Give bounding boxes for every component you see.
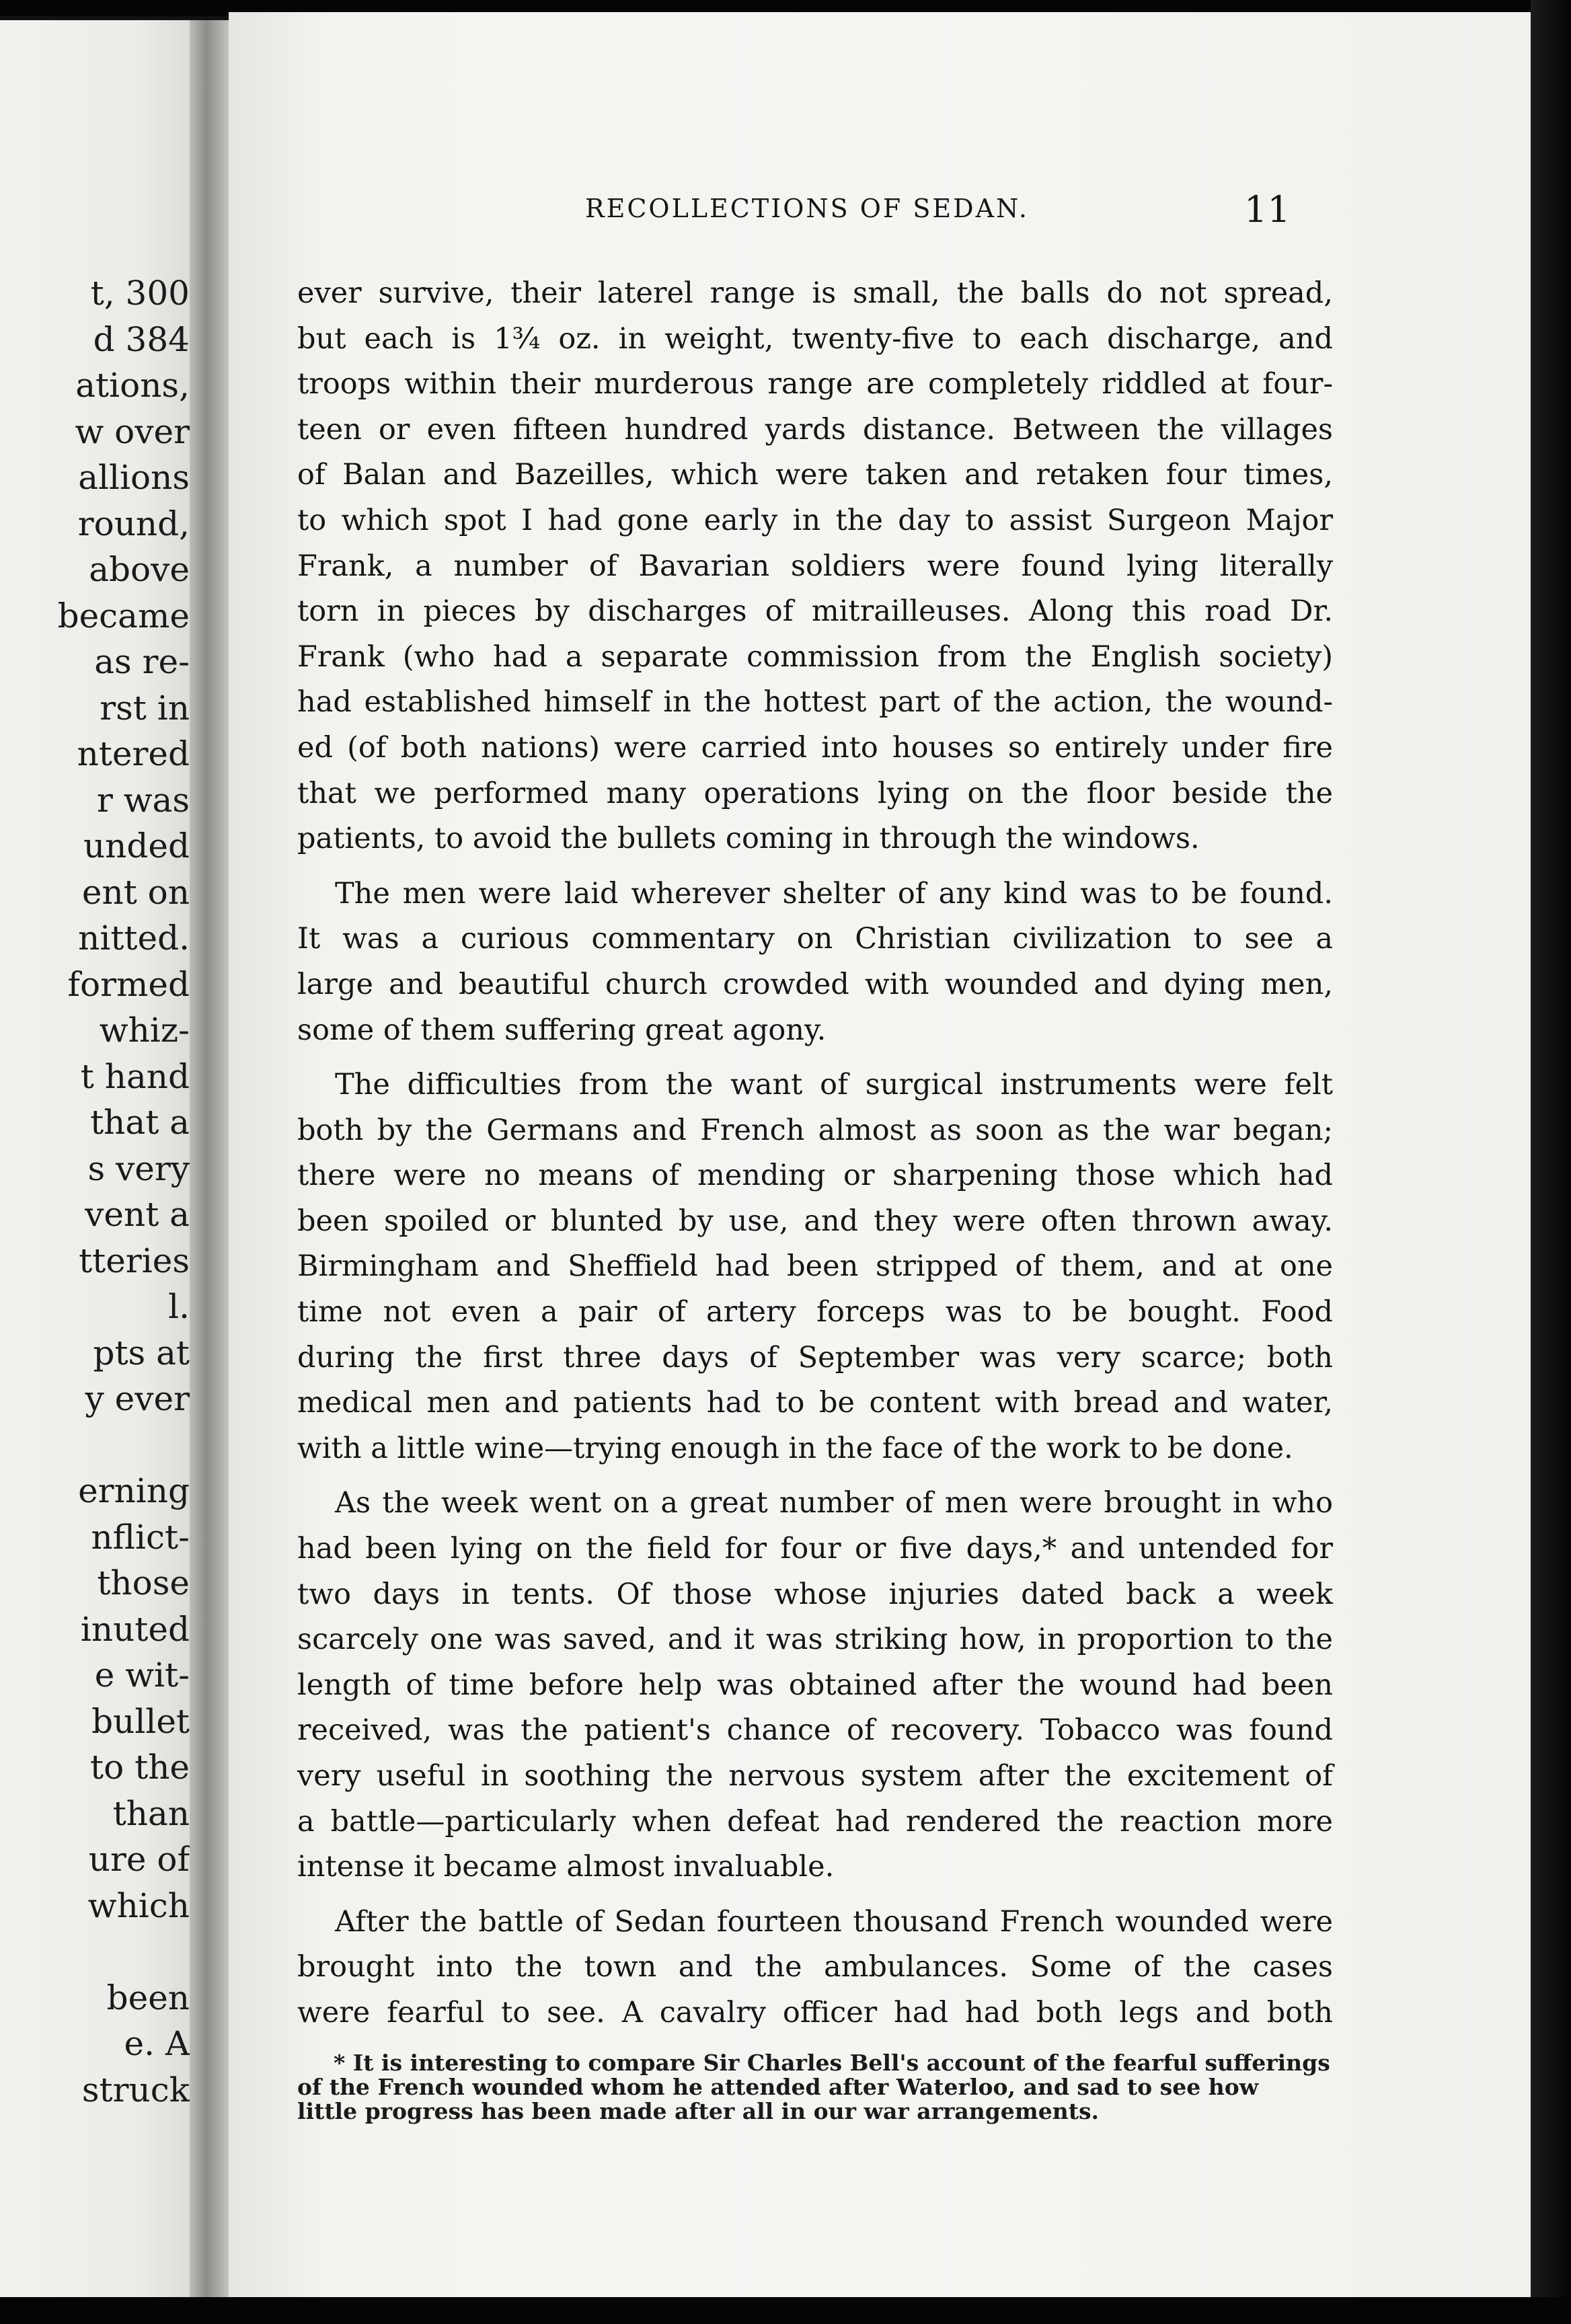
footnote-line: little progress has been made after all in our war arrangements.: [297, 2098, 1100, 2124]
text-line: been spoiled or blunted by use, and they were often thrown away.: [297, 1204, 1333, 1238]
left-facing-page: [0, 20, 202, 2307]
text-line: a battle—particularly when defeat had rendered the reaction more: [297, 1804, 1333, 1838]
text-line: As the week went on a great number of men were brought in who: [335, 1486, 1333, 1520]
footnote-line: * It is interesting to compare Sir Charles Bell's account of the fearful sufferings: [334, 2050, 1330, 2076]
right-page: [229, 12, 1533, 2305]
text-line: torn in pieces by discharges of mitrailleuses. Along this road Dr.: [297, 594, 1333, 629]
left-page-line-fragment: became: [57, 596, 190, 635]
text-line: brought into the town and the ambulances. Some of the cases: [297, 1950, 1333, 1984]
left-page-line-fragment: [58, 1929, 190, 1975]
text-line: The men were laid wherever shelter of any kind was to be found.: [335, 876, 1333, 911]
left-page-line-fragment: y ever: [85, 1379, 190, 1418]
running-head: RECOLLECTIONS OF SEDAN.: [585, 194, 1029, 223]
left-page-line-fragment: above: [89, 550, 190, 589]
left-page-line-fragment: vent a: [85, 1195, 190, 1234]
text-line: both by the Germans and French almost as soon as the war began;: [297, 1113, 1333, 1147]
left-page-line-fragment: which: [87, 1886, 190, 1925]
text-line: intense it became almost invaluable.: [297, 1850, 835, 1884]
left-page-line-fragment: ntered: [77, 734, 190, 773]
text-line: length of time before help was obtained after the wound had been: [297, 1668, 1333, 1702]
left-page-line-fragment: w over: [75, 412, 190, 451]
text-line: After the battle of Sedan fourteen thousand French wounded were: [335, 1904, 1333, 1939]
left-page-line-fragment: nflict-: [91, 1517, 190, 1557]
left-page-line-fragment: round,: [77, 504, 190, 543]
text-line: Frank, a number of Bavarian soldiers were found lying literally: [297, 549, 1333, 583]
left-page-line-fragment: those: [97, 1563, 190, 1602]
footnote: [297, 2051, 1333, 2124]
left-page-line-fragment: ent on: [81, 872, 190, 912]
body-text: [297, 271, 1333, 2036]
text-line: had established himself in the hottest part of the action, the wound-: [297, 685, 1333, 720]
left-page-line-fragment: t, 300: [90, 274, 190, 313]
text-line: very useful in soothing the nervous system after the excitement of: [297, 1759, 1333, 1793]
text-line: medical men and patients had to be content with bread and water,: [297, 1386, 1333, 1420]
text-line: It was a curious commentary on Christian civilization to see a: [297, 922, 1333, 956]
text-line: but each is 1¾ oz. in weight, twenty-five to each discharge, and: [297, 321, 1333, 356]
left-page-line-fragment: s very: [87, 1149, 190, 1188]
text-line: time not even a pair of artery forceps was to be bought. Food: [297, 1295, 1333, 1329]
left-page-line-fragment: e. A: [124, 2024, 190, 2063]
left-page-line-fragment: ure of: [88, 1840, 190, 1879]
text-line: patients, to avoid the bullets coming in through the windows.: [297, 822, 1200, 856]
left-page-line-fragment: that a: [90, 1103, 190, 1142]
text-line: large and beautiful church crowded with wounded and dying men,: [297, 967, 1333, 1001]
text-line: Frank (who had a separate commission from the English society): [297, 640, 1333, 674]
text-line: to which spot I had gone early in the day to assist Surgeon Major: [297, 503, 1333, 537]
text-line: scarcely one was saved, and it was striking how, in proportion to the: [297, 1623, 1333, 1657]
left-page-line-fragment: rst in: [100, 688, 190, 728]
left-page-line-fragment: tteries: [79, 1241, 190, 1280]
text-line: ed (of both nations) were carried into houses so entirely under fire: [297, 730, 1333, 765]
paragraph: [297, 872, 1333, 1053]
left-page-line-fragment: unded: [83, 826, 190, 865]
footnote-line: of the French wounded whom he attended after Waterloo, and sad to see how: [297, 2074, 1259, 2100]
page-number: 11: [1244, 188, 1291, 231]
paragraph: [297, 1481, 1333, 1890]
text-line: some of them suffering great agony.: [297, 1013, 827, 1047]
left-page-line-fragment: bullet: [91, 1701, 190, 1741]
left-page-line-fragment: struck: [81, 2070, 190, 2109]
text-line: two days in tents. Of those whose injuries dated back a week: [297, 1577, 1333, 1611]
left-page-line-fragment: to the: [90, 1748, 190, 1787]
scan-right-edge: [1531, 0, 1571, 2324]
left-page-line-fragment: as re-: [94, 642, 190, 681]
left-page-line-fragment: nitted.: [78, 919, 190, 958]
text-line: received, was the patient's chance of recovery. Tobacco was found: [297, 1713, 1333, 1748]
left-page-line-fragment: formed: [67, 964, 190, 1004]
text-line: troops within their murderous range are completely riddled at four-: [297, 367, 1333, 401]
left-page-line-fragment: whiz-: [99, 1011, 190, 1050]
paragraph: [297, 1062, 1333, 1471]
text-line: Birmingham and Sheffield had been stripped of them, and at one: [297, 1249, 1333, 1284]
left-page-line-fragment: allions: [78, 458, 190, 497]
text-line: had been lying on the field for four or five days,* and untended for: [297, 1532, 1333, 1566]
text-line: teen or even fifteen hundred yards distance. Between the villages: [297, 412, 1333, 447]
left-page-line-fragment: t hand: [80, 1056, 190, 1096]
left-page-line-fragment: pts at: [93, 1333, 190, 1372]
left-page-line-fragment: erning: [78, 1471, 190, 1510]
left-page-line-fragment: been: [106, 1978, 190, 2017]
text-line: of Balan and Bazeilles, which were taken and retaken four times,: [297, 458, 1333, 492]
left-page-line-fragment: r was: [96, 780, 190, 820]
text-line: during the first three days of September was very scarce; both: [297, 1340, 1333, 1374]
left-page-line-fragment: ations,: [75, 366, 190, 405]
text-line: The difficulties from the want of surgical instruments were felt: [335, 1068, 1333, 1102]
left-page-line-fragment: [58, 1422, 190, 1469]
text-line: that we performed many operations lying on the floor beside the: [297, 776, 1333, 810]
text-line: there were no means of mending or sharpening those which had: [297, 1159, 1333, 1193]
scan-bottom-edge: [0, 2297, 1571, 2324]
text-line: were fearful to see. A cavalry officer had had both legs and both: [297, 1995, 1333, 2029]
text-line: with a little wine—trying enough in the face of the work to be done.: [297, 1431, 1293, 1465]
paragraph: [297, 1900, 1333, 2036]
left-page-line-fragment: than: [112, 1793, 190, 1833]
left-page-text-fragments: [58, 270, 190, 2113]
left-page-line-fragment: inuted: [80, 1609, 190, 1649]
left-page-line-fragment: e wit-: [94, 1656, 190, 1695]
left-page-line-fragment: d 384: [93, 319, 190, 359]
paragraph: [297, 271, 1333, 862]
text-line: ever survive, their laterel range is small, the balls do not spread,: [297, 276, 1333, 310]
left-page-line-fragment: l.: [168, 1287, 190, 1326]
